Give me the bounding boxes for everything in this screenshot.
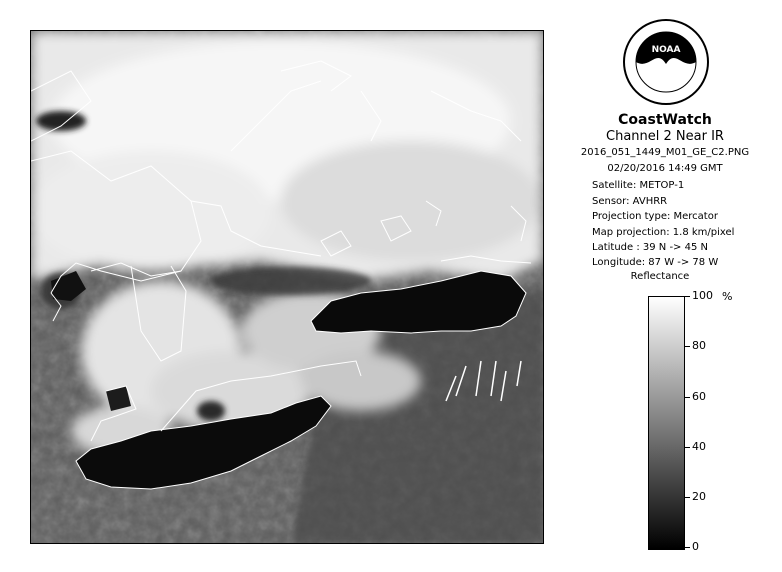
svg-text:NOAA: NOAA — [651, 45, 681, 55]
colorbar-tick-label: 60 — [692, 390, 706, 403]
colorbar-tick — [684, 497, 690, 498]
colorbar-tick — [684, 397, 690, 398]
colorbar-title: Reflectance — [630, 271, 690, 282]
projection-type-label: Projection type: Mercator — [592, 211, 718, 222]
colorbar-tick-label: 40 — [692, 440, 706, 453]
colorbar-tick — [684, 346, 690, 347]
colorbar-tick — [684, 547, 690, 548]
colorbar-unit: % — [722, 290, 733, 303]
datetime-label: 02/20/2016 14:49 GMT — [607, 163, 723, 174]
sensor-label: Sensor: AVHRR — [592, 196, 668, 207]
map-projection-label: Map projection: 1.8 km/pixel — [592, 227, 735, 238]
latitude-label: Latitude : 39 N -> 45 N — [592, 242, 708, 253]
colorbar-tick-label: 100 — [692, 289, 713, 302]
colorbar-tick-label: 20 — [692, 490, 706, 503]
colorbar-tick-label: 0 — [692, 540, 699, 553]
channel-label: Channel 2 Near IR — [606, 129, 724, 144]
colorbar-tick — [684, 447, 690, 448]
satellite-label: Satellite: METOP-1 — [592, 180, 685, 191]
filename-label: 2016_051_1449_M01_GE_C2.PNG — [580, 147, 750, 158]
longitude-label: Longitude: 87 W -> 78 W — [592, 257, 719, 268]
satellite-image — [30, 30, 544, 544]
colorbar-tick — [684, 296, 690, 297]
noaa-logo — [622, 18, 710, 106]
colorbar-tick-label: 80 — [692, 339, 706, 352]
reflectance-colorbar — [648, 296, 685, 550]
brand-title: CoastWatch — [618, 112, 712, 128]
